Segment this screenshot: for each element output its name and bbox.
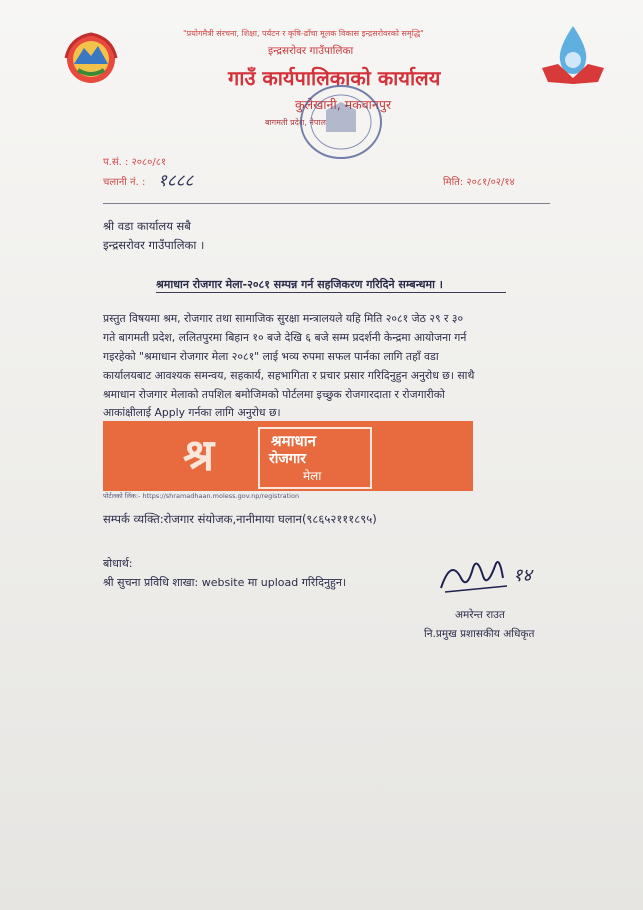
banner-title-2: रोजगार — [269, 451, 306, 467]
contact-person: सम्पर्क व्यक्ति:रोजगार संयोजक,नानीमाया घलान(९८६५२१११८९५) — [103, 512, 377, 526]
body-line: कार्यालयबाट आवश्यक समन्वय, सहकार्य, सहभागिता र प्रचार प्रसार गरिदिनुहुन अनुरोध छ। साथै — [103, 369, 475, 382]
subject-underline — [156, 292, 506, 293]
banner-title-1: श्रमाधान — [271, 432, 316, 450]
recipient-line-1: श्री वडा कार्यालय सबै — [103, 219, 191, 233]
header-divider — [103, 203, 550, 204]
body-line: गइरहेको "श्रमाधान रोजगार मेला २०८१" लाई भव्य रुपमा सफल पार्नका लागि तहाँ वडा — [103, 350, 439, 363]
dispatch-label: चलानी नं. : — [103, 177, 146, 188]
body-line: गते बागमती प्रदेश, ललितपुरमा बिहान १० बजे देखि ६ बजे सम्म प्रदर्शनी केन्द्रमा आयोजना गर्न — [103, 331, 467, 344]
banner-title-3: मेला — [303, 469, 322, 483]
subject-line: श्रमाधान रोजगार मेला-२०८१ सम्पन्न गर्न सहजिकरण गरिदिने सम्बन्धमा । — [156, 278, 443, 291]
portal-link[interactable]: पोर्टलको लिंक:- https://shramadhaan.moless.gov.np/registration — [103, 492, 300, 500]
water-drop-emblem-icon — [538, 22, 608, 88]
cc-item: श्री सुचना प्रविधि शाखा: website मा upload गरिदिनुहुन। — [103, 576, 347, 589]
signer-designation: नि.प्रमुख प्रशासकीय अधिकृत — [424, 628, 535, 640]
job-fair-banner — [103, 421, 473, 491]
letterhead-motto: "प्रयोगमैत्री संरचना, शिक्षा, पर्यटन र कृषि-ढाँचा मूलक विकास इन्द्रसरोवरको समृद्धि" — [183, 29, 424, 38]
banner-logo-glyph: श्र — [183, 430, 215, 481]
recipient-line-2: इन्द्रसरोवर गाउँपालिका । — [103, 238, 205, 252]
body-line: प्रस्तुत विषयमा श्रम, रोजगार तथा सामाजिक सुरक्षा मन्त्रालयले यहि मिति २०८१ जेठ २९ र ३० — [103, 312, 464, 325]
office-address: कुलेखानी, मकवानपुर — [295, 97, 392, 112]
body-line: आकांक्षीलाई Apply गर्नका लागि अनुरोध छ। — [103, 406, 281, 419]
letter-date: मिति: २०८१/०२/१४ — [443, 177, 515, 188]
nepal-emblem-icon — [60, 30, 122, 88]
office-province: बागमती प्रदेश, नेपाल — [265, 118, 326, 127]
body-line: श्रमाधान रोजगार मेलाको तपशिल बमोजिमको पोर्टलमा इच्छुक रोजगारदाता र रोजगारीको — [103, 388, 445, 401]
municipality-name: इन्द्रसरोवर गाउँपालिका — [268, 45, 354, 57]
dispatch-number: १८८८ — [158, 171, 194, 191]
signer-name: अमरेन्त राउत — [455, 609, 505, 621]
reference-number: प.सं. : २०८०/८१ — [103, 157, 167, 168]
cc-label: बोधार्थ: — [103, 557, 133, 570]
office-title: गाउँ कार्यपालिकाको कार्यालय — [228, 66, 441, 90]
signature-date: १४ — [513, 565, 532, 586]
office-stamp-icon — [296, 82, 386, 162]
